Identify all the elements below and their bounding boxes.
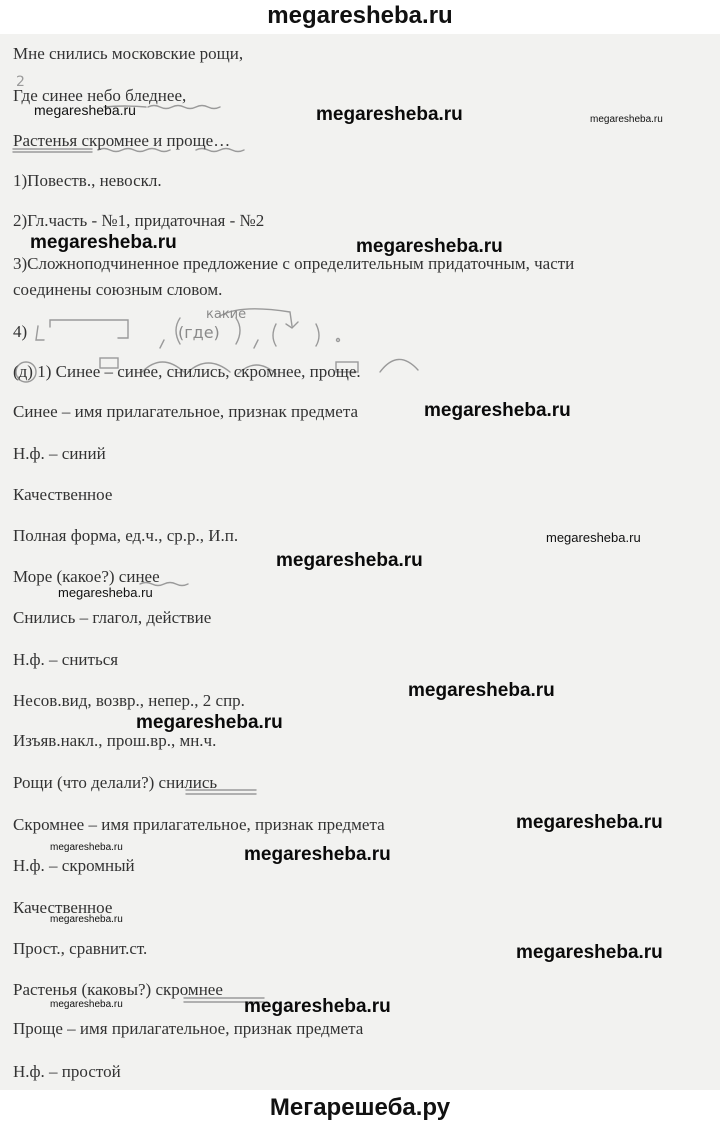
snilis-example: Рощи (что делали?) снились [13,773,218,792]
watermark: megaresheba.ru [30,232,177,253]
skromnee-form: Прост., сравнит.ст. [13,939,148,958]
poem-line-3: Растенья скромнее и проще… [13,131,231,150]
answer-4: 4) [13,322,28,341]
scheme-comma-2 [254,340,258,348]
snilis-definition: Снились – глагол, действие [13,608,212,627]
skromnee-example: Растенья (каковы?) скромнее [13,980,223,999]
watermark: megaresheba.ru [424,400,571,421]
sinee-nf: Н.ф. – синий [13,444,106,463]
handwritten-number: 2 [16,74,25,90]
watermark-small: megaresheba.ru [50,999,123,1010]
answer-3b: соединены союзным словом. [13,280,223,299]
scheme-paren-4 [316,324,319,346]
watermark-small: megaresheba.ru [590,114,663,125]
skromnee-definition: Скромнее – имя прилагательное, признак предмета [13,815,385,834]
scanned-page [0,34,720,1090]
proshe-nf: Н.ф. – простой [13,1062,121,1081]
scheme-dot [337,339,340,342]
poem-line-2: Где синее небо бледнее, [13,86,187,105]
scheme-bracket-bar [50,320,128,338]
scheme-comma-1 [160,340,164,348]
answer-2: 2)Гл.часть - №1, придаточная - №2 [13,211,265,230]
answer-1: 1)Повеств., невоскл. [13,171,162,190]
suffix-arc-4 [380,359,418,372]
snilis-features-1: Несов.вид, возвр., непер., 2 спр. [13,691,245,710]
watermark: megaresheba.ru [136,712,283,733]
watermark-small: megaresheba.ru [50,842,123,853]
watermark: megaresheba.ru [244,996,391,1017]
skromnee-nf: Н.ф. – скромный [13,856,135,875]
skromnee-kind: Качественное [13,898,113,917]
snilis-features-2: Изъяв.накл., прош.вр., мн.ч. [13,731,217,750]
handwritten-scheme-word: какие [206,307,247,322]
analysis-header: (д) 1) Синее – синее, снились, скромнее, проще. [13,362,361,381]
scheme-paren-3 [273,324,276,346]
sinee-example: Море (какое?) синее [13,567,160,586]
watermark: megaresheba.ru [516,942,663,963]
watermark: megaresheba.ru [316,104,463,125]
watermark-small: megaresheba.ru [58,585,153,600]
proshe-definition: Проще – имя прилагательное, признак предмета [13,1019,364,1038]
scheme-bracket-open [36,326,44,340]
watermark: megaresheba.ru [276,550,423,571]
snilis-nf: Н.ф. – сниться [13,650,119,669]
sinee-kind: Качественное [13,485,113,504]
handwritten-scheme-bracket: (где) [178,323,220,342]
watermark: megaresheba.ru [516,812,663,833]
watermark: megaresheba.ru [356,236,503,257]
watermark: megaresheba.ru [408,680,555,701]
watermark-small: megaresheba.ru [34,102,136,118]
poem-line-1: Мне снились московские рощи, [13,44,244,63]
watermark-small: megaresheba.ru [50,914,123,925]
site-header[interactable]: megaresheba.ru [267,2,453,29]
watermark-small: megaresheba.ru [546,530,641,545]
brand-footer[interactable]: Мегарешеба.ру [269,1094,451,1121]
sinee-form: Полная форма, ед.ч., ср.р., И.п. [13,526,239,545]
answer-3a: 3)Сложноподчиненное предложение с определительным придаточным, части [13,254,575,273]
sinee-definition: Синее – имя прилагательное, признак предмета [13,402,359,421]
watermark: megaresheba.ru [244,844,391,865]
